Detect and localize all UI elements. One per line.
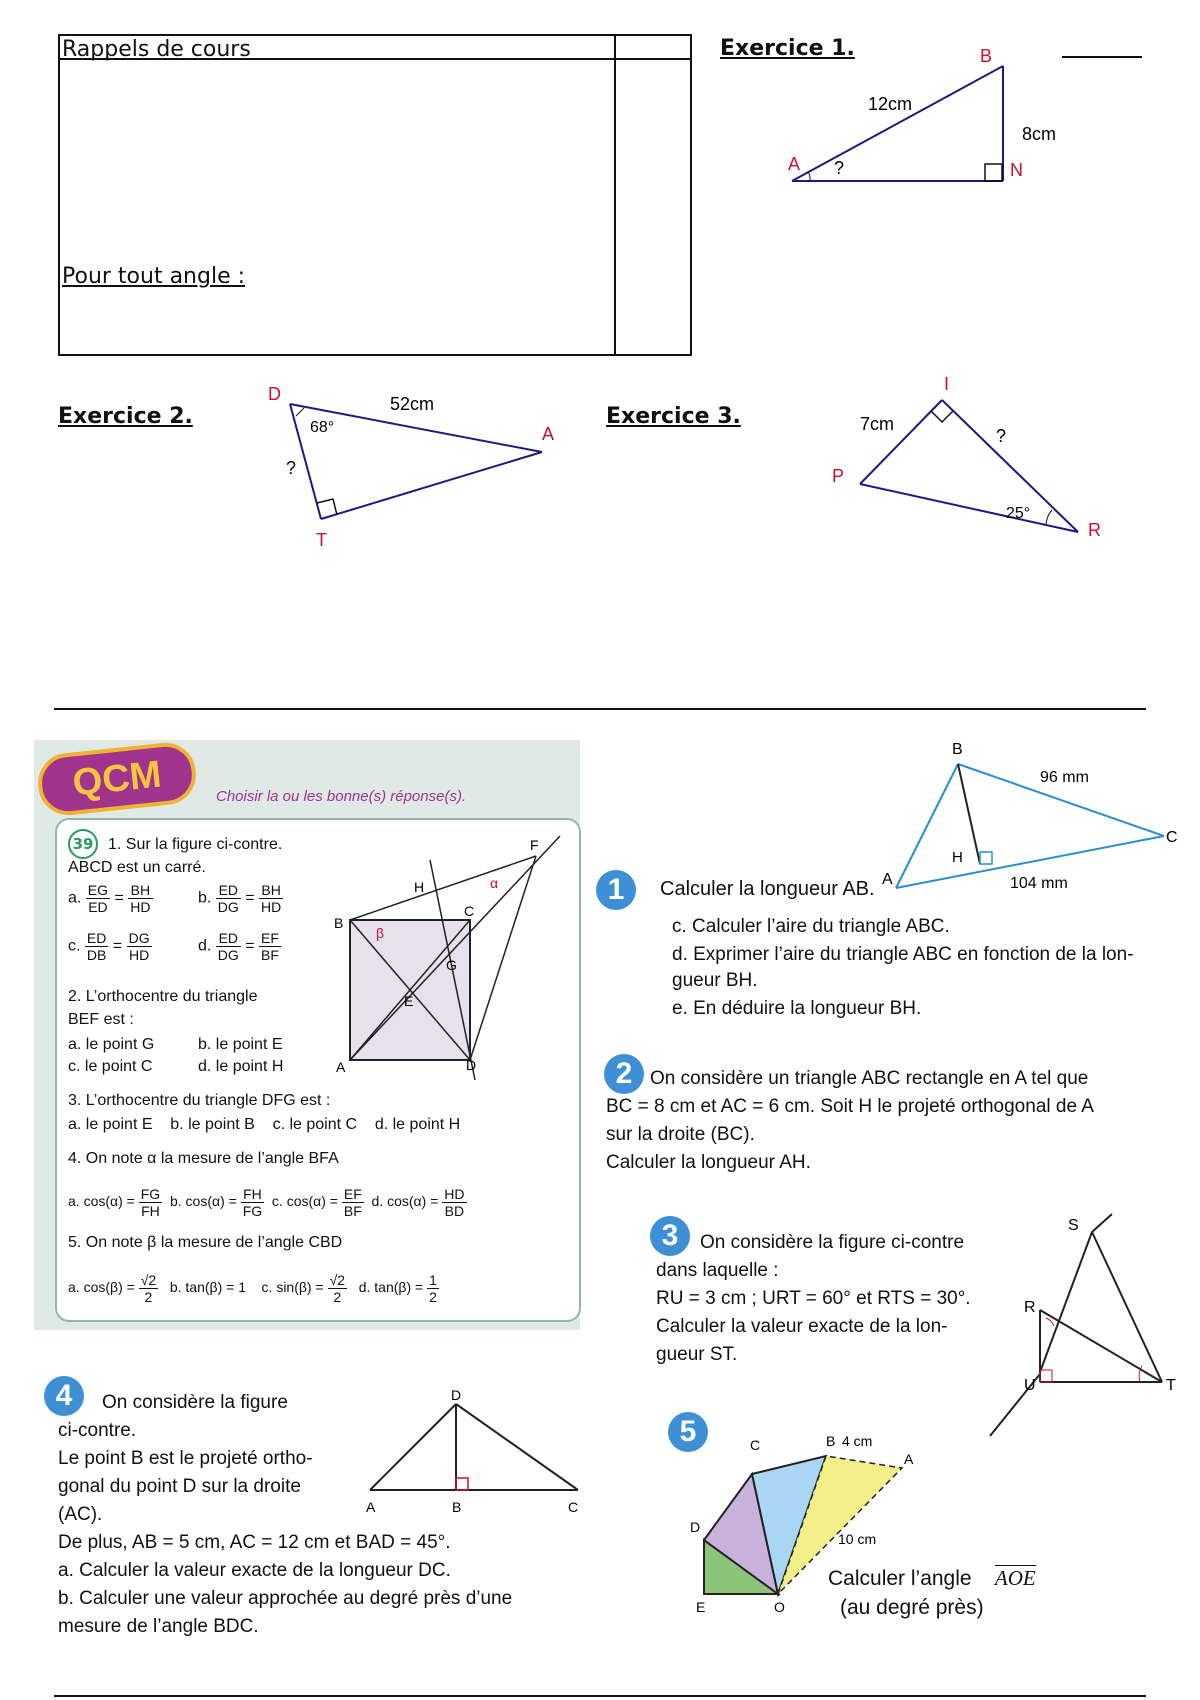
ex3-fig-S: S <box>1068 1217 1079 1234</box>
qcm-fig-B: B <box>334 915 344 931</box>
qcm-q2-option-d: d. le point H <box>198 1058 284 1075</box>
ex5-fig-D: D <box>690 1519 701 1535</box>
exercice-2-figure <box>260 380 580 560</box>
ex1-c: c. Calculer l’aire du triangle ABC. <box>672 916 950 937</box>
ex3-fig-U: U <box>1024 1377 1036 1394</box>
exercice-3-figure <box>820 370 1130 550</box>
ex1-label-A: A <box>788 154 801 174</box>
ex1-line1: Calculer la longueur AB. <box>660 878 875 900</box>
qcm-figure <box>330 830 570 1080</box>
ex1-e: e. En déduire la longueur BH. <box>672 998 922 1019</box>
exercice-1-title: Exercice 1. <box>720 36 855 61</box>
ex3-l2: dans laquelle : <box>656 1260 779 1281</box>
ex5-fig-bc: 4 cm <box>842 1433 873 1449</box>
ex3-label-q: ? <box>996 426 1007 446</box>
ex1-label-N: N <box>1010 160 1023 180</box>
ex1-label-B: B <box>980 46 993 66</box>
ex2-label-angle: 68° <box>310 419 335 436</box>
ex1-fig-H: H <box>952 849 963 866</box>
qcm-instruction: Choisir la ou les bonne(s) réponse(s). <box>216 788 467 805</box>
ex1-label-q: ? <box>834 158 845 178</box>
ex3-l4: Calculer la valeur exacte de la lon- <box>656 1316 948 1337</box>
qcm-q3-options: a. le point E b. le point B c. le point C d. le point H <box>68 1116 461 1133</box>
qcm-fig-A: A <box>336 1059 346 1075</box>
ex4-fig-B: B <box>452 1499 462 1515</box>
ex1-fig-bc: 96 mm <box>1040 769 1089 786</box>
qcm-q5-options: a. cos(β) = $\frac{√2}{2}$ b. tan(β) = 1 c. sin(β) = $\frac{√2}{2}$ d. tan(β) = $\frac{1}{2}$ <box>68 1272 437 1305</box>
ex1-label-ab: 12cm <box>868 94 913 114</box>
ex5-fig-oa: 10 cm <box>838 1531 877 1547</box>
ex3-label-P: P <box>832 466 845 486</box>
ex2-l3: sur la droite (BC). <box>606 1124 755 1145</box>
ex4-l4: gonal du point D sur la droite <box>58 1476 301 1497</box>
ex4-l9: mesure de l’angle BDC. <box>58 1616 259 1637</box>
exercise-1-number: 1 <box>596 870 636 910</box>
ex4-l3: Le point B est le projeté ortho- <box>58 1448 313 1469</box>
exercise-3-figure <box>990 1214 1190 1424</box>
ex5-fig-B: B <box>826 1433 836 1449</box>
rappels-angle-line: Pour tout angle : <box>62 264 246 289</box>
ex3-label-I: I <box>944 374 950 394</box>
ex1-fig-ac: 104 mm <box>1010 875 1068 892</box>
ex4-fig-D: D <box>451 1387 462 1403</box>
qcm-number-badge: 39 <box>68 829 98 859</box>
ex2-label-D: D <box>268 384 281 404</box>
ex3-fig-T: T <box>1166 1377 1176 1394</box>
qcm-q1-option-b: b. $\frac{ED}{DG}$ = $\frac{BH}{HD}$ <box>198 882 282 915</box>
qcm-fig-beta: β <box>376 925 385 941</box>
qcm-q1-option-c: c. $\frac{ED}{DB}$ = $\frac{DG}{HD}$ <box>68 930 150 963</box>
qcm-fig-H: H <box>414 879 425 895</box>
ex2-label-A: A <box>542 424 555 444</box>
qcm-q4: 4. On note α la mesure de l’angle BFA <box>68 1150 339 1167</box>
bottom-line <box>54 1695 1146 1697</box>
qcm-fig-alpha: α <box>490 875 499 891</box>
exercice-1-figure <box>780 40 1080 200</box>
qcm-q1b: ABCD est un carré. <box>68 859 206 876</box>
qcm-fig-C: C <box>464 903 475 919</box>
qcm-q2: 2. L’orthocentre du triangle <box>68 988 258 1005</box>
ex5-angle: AOE <box>994 1566 1036 1590</box>
ex3-label-R: R <box>1088 520 1101 540</box>
exercise-2-number: 2 <box>604 1054 644 1094</box>
rappels-title: Rappels de cours <box>62 37 251 62</box>
section-separator <box>54 708 1146 710</box>
qcm-q4-options: a. cos(α) = $\frac{FG}{FH}$ b. cos(α) = $\frac{FH}{FG}$ c. cos(α) = $\frac{EF}{BF}$ d. cos(α) = $\frac{HD}{BD}$ <box>68 1186 465 1219</box>
qcm-q2-option-a: a. le point G <box>68 1036 155 1053</box>
ex5-fig-E: E <box>696 1599 706 1615</box>
qcm-q5: 5. On note β la mesure de l’angle CBD <box>68 1234 343 1251</box>
ex3-fig-R: R <box>1024 1299 1036 1316</box>
ex2-label-da: 52cm <box>390 394 435 414</box>
exercise-4-number: 4 <box>44 1376 84 1416</box>
ex4-l6: De plus, AB = 5 cm, AC = 12 cm et BAD = 45°. <box>58 1532 451 1553</box>
ex1-fig-C: C <box>1166 829 1178 846</box>
ex1-fig-B: B <box>952 741 963 758</box>
qcm-fig-D: D <box>466 1057 477 1073</box>
exercice-3-title: Exercice 3. <box>606 404 741 429</box>
ex1-label-bn: 8cm <box>1022 124 1057 144</box>
ex2-l4: Calculer la longueur AH. <box>606 1152 811 1173</box>
qcm-q3: 3. L’orthocentre du triangle DFG est : <box>68 1092 331 1109</box>
ex2-l1: On considère un triangle ABC rectangle en A tel que <box>650 1068 1089 1089</box>
rappels-box <box>58 34 692 356</box>
ex1-d2: gueur BH. <box>672 970 758 991</box>
ex5-fig-O: O <box>774 1599 785 1615</box>
ex4-l7: a. Calculer la valeur exacte de la longueur DC. <box>58 1560 451 1581</box>
ex3-l5: gueur ST. <box>656 1344 738 1365</box>
qcm-q1: 1. Sur la figure ci-contre. <box>108 836 283 853</box>
ex3-label-ip: 7cm <box>860 414 895 434</box>
exercise-5-number: 5 <box>668 1412 708 1452</box>
exercice-2-title: Exercice 2. <box>58 404 193 429</box>
ex5-l2: (au degré près) <box>840 1596 984 1619</box>
ex5-fig-A: A <box>904 1451 914 1467</box>
qcm-badge: QCM <box>35 740 199 818</box>
exercise-4-figure <box>360 1387 590 1520</box>
qcm-q1-option-d: d. $\frac{ED}{DG}$ = $\frac{EF}{BF}$ <box>198 930 279 963</box>
qcm-q2-option-c: c. le point C <box>68 1058 153 1075</box>
exercise-3-number: 3 <box>650 1216 690 1256</box>
ex3-label-angle: 25° <box>1006 505 1031 522</box>
ex5-l1: Calculer l’angle AOE <box>828 1566 1036 1590</box>
qcm-q2-option-b: b. le point E <box>198 1036 283 1053</box>
qcm-q1-option-a: a. $\frac{EG}{ED}$ = $\frac{BH}{HD}$ <box>68 882 151 915</box>
ex2-l2: BC = 8 cm et AC = 6 cm. Soit H le projeté orthogonal de A <box>606 1096 1094 1117</box>
ex2-label-T: T <box>316 530 327 550</box>
ex4-fig-C: C <box>568 1499 579 1515</box>
ex3-l1: On considère la figure ci-contre <box>700 1232 965 1253</box>
qcm-fig-F: F <box>530 837 539 853</box>
rappels-column-divider <box>614 36 616 354</box>
qcm-fig-G: G <box>446 957 457 973</box>
exercise-1-figure <box>880 736 1178 896</box>
ex4-l1: On considère la figure <box>102 1392 288 1413</box>
ex3-l3: RU = 3 cm ; URT = 60° et RTS = 30°. <box>656 1288 971 1309</box>
ex1-d: d. Exprimer l’aire du triangle ABC en fonction de la lon- <box>672 944 1134 965</box>
qcm-fig-E: E <box>404 993 414 1009</box>
ex2-label-q: ? <box>286 458 297 478</box>
qcm-q2b: BEF est : <box>68 1011 134 1028</box>
ex5-fig-C: C <box>750 1437 761 1453</box>
ex4-l2: ci-contre. <box>58 1420 137 1441</box>
ex1-fig-A: A <box>882 871 893 888</box>
ex4-l8: b. Calculer une valeur approchée au degré près d’une <box>58 1588 513 1609</box>
right-angle-mark <box>985 164 1002 181</box>
ex4-fig-A: A <box>366 1499 376 1515</box>
ex4-l5: (AC). <box>58 1504 103 1525</box>
